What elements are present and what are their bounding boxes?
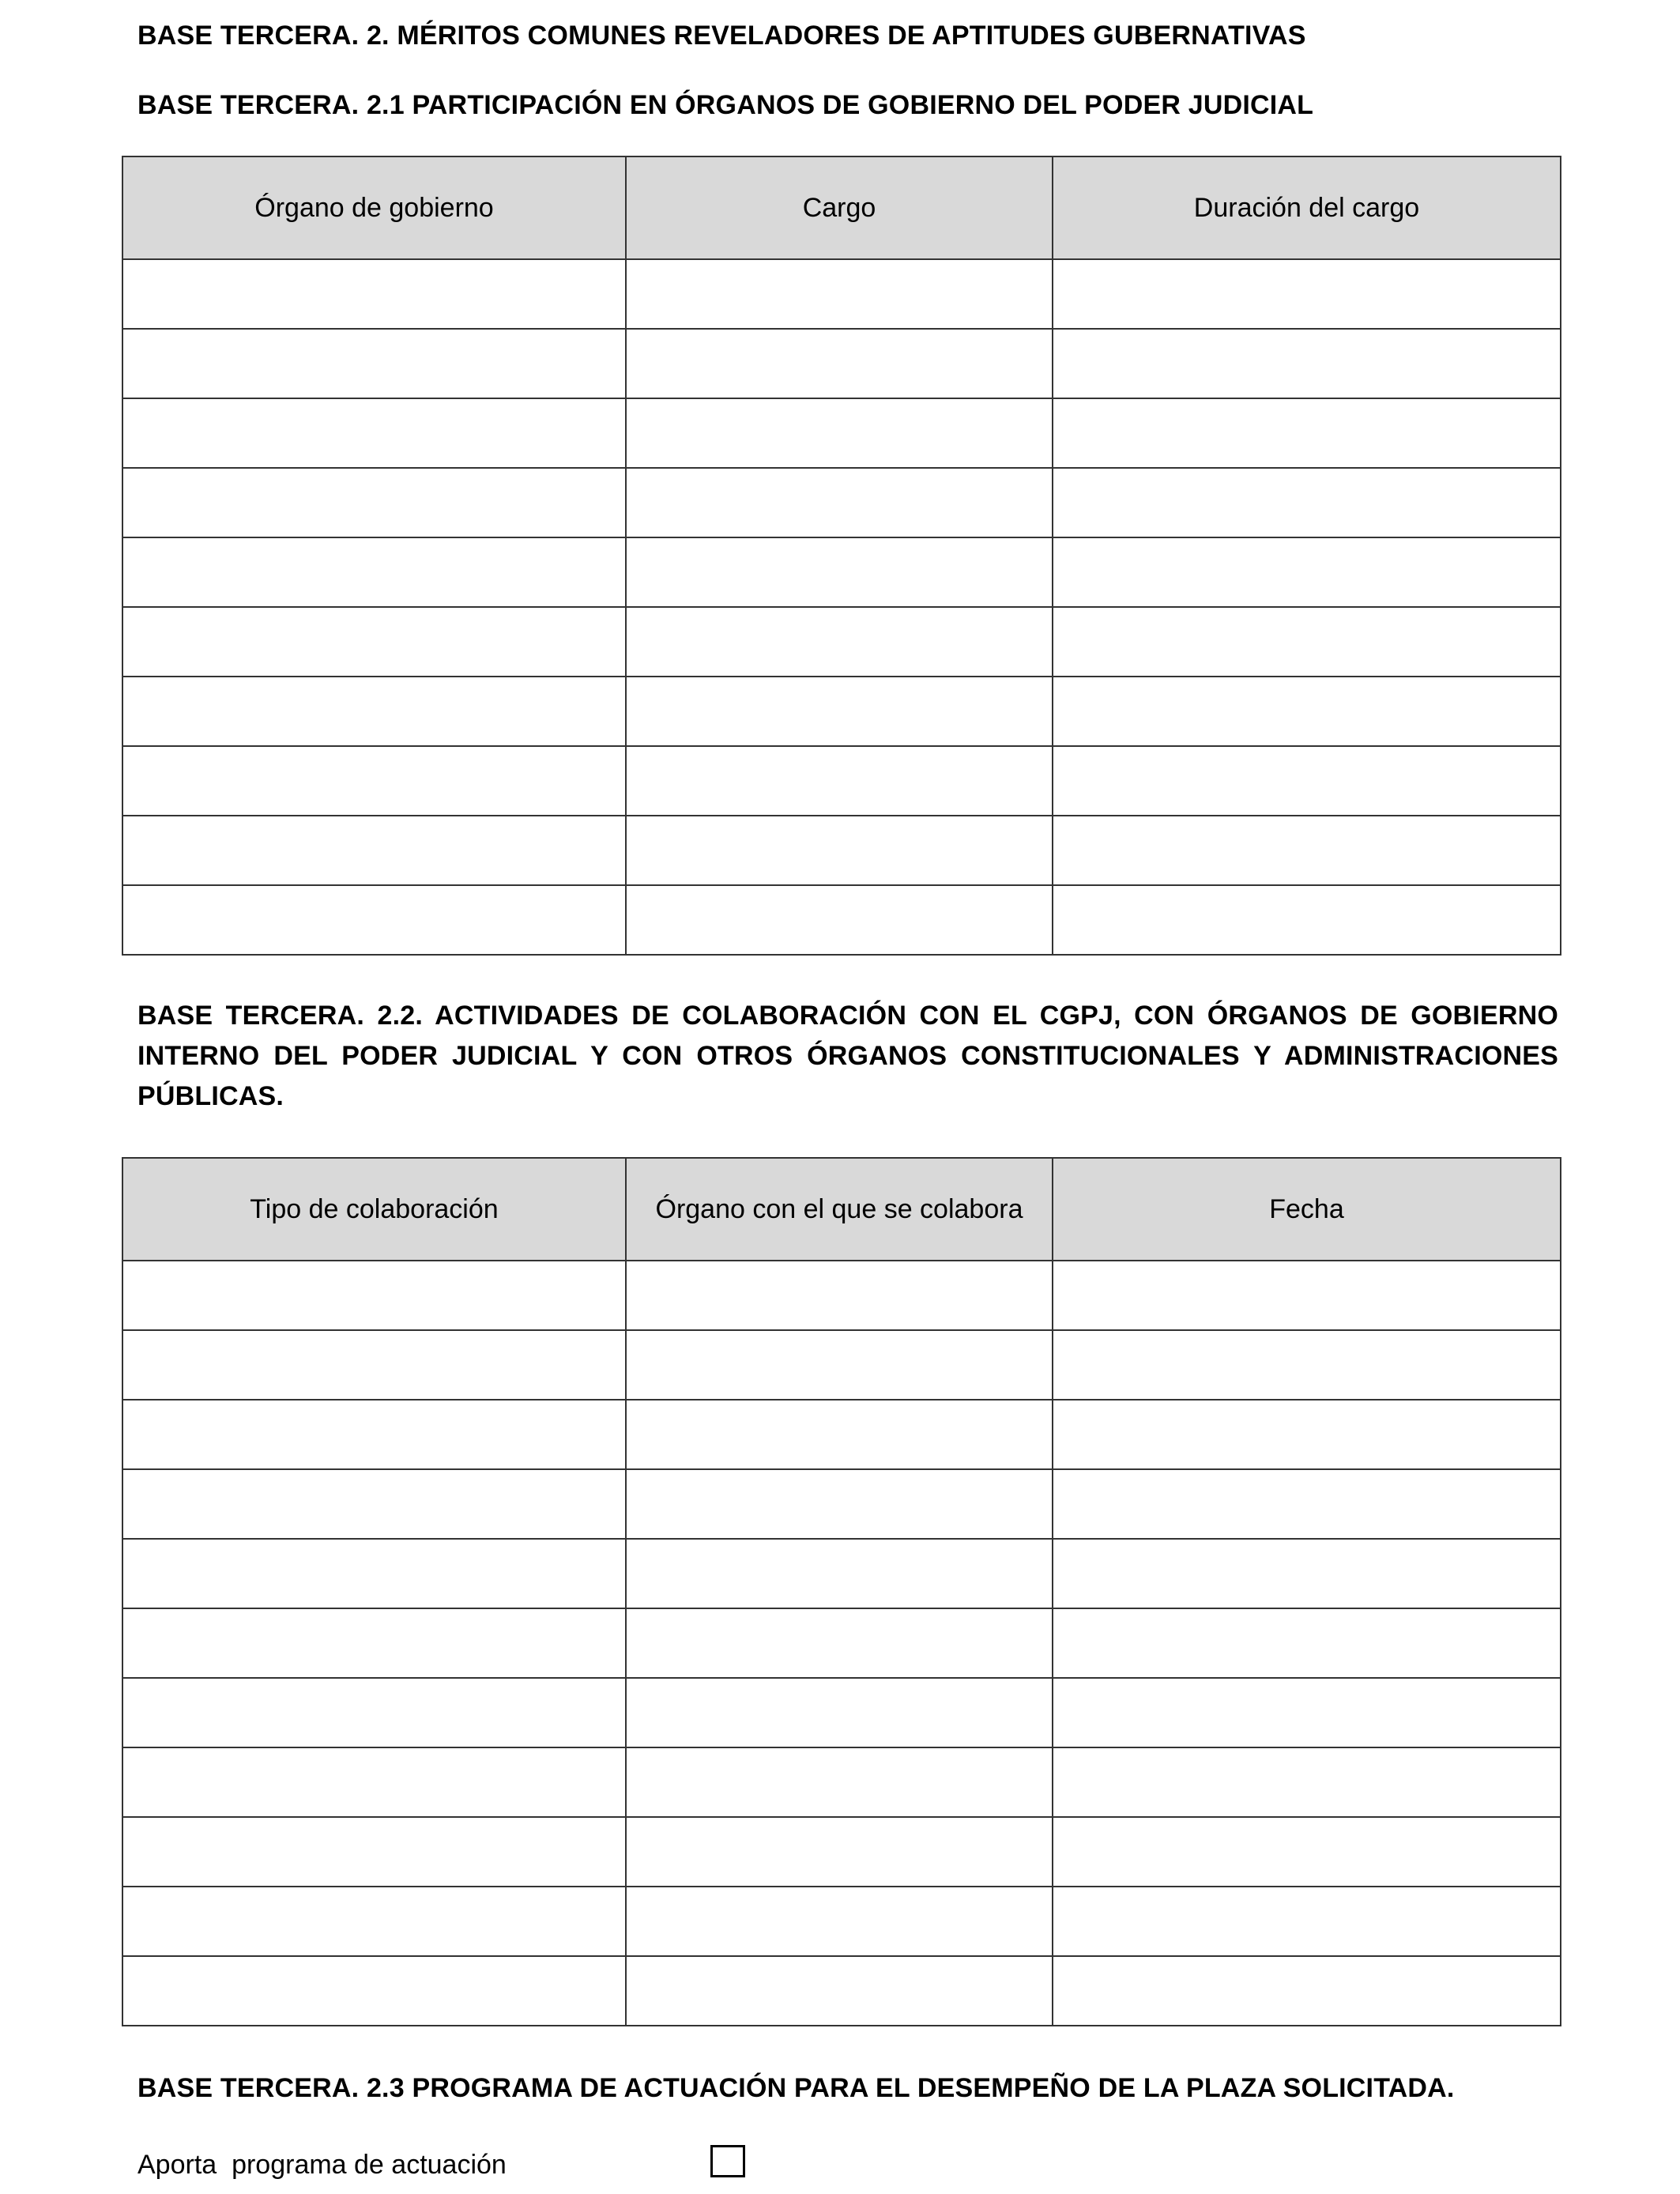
table-cell[interactable] xyxy=(626,607,1053,677)
table-cell[interactable] xyxy=(626,398,1053,468)
table-row xyxy=(122,1400,1561,1469)
table-cell[interactable] xyxy=(626,1956,1053,2026)
table-cell[interactable] xyxy=(626,1330,1053,1400)
colaboracion-table xyxy=(122,1157,1561,2026)
table-row xyxy=(122,1608,1561,1678)
table-cell[interactable] xyxy=(122,1956,626,2026)
table-cell[interactable] xyxy=(122,259,626,329)
table-cell[interactable] xyxy=(122,1261,626,1330)
aporta-programa-label: Aporta programa de actuación xyxy=(137,2150,507,2180)
table-row xyxy=(122,1261,1561,1330)
table-cell[interactable] xyxy=(626,537,1053,607)
table-row xyxy=(122,746,1561,816)
table-row xyxy=(122,1747,1561,1817)
table-row xyxy=(122,1330,1561,1400)
column-header-fecha: Fecha xyxy=(1053,1158,1561,1261)
table-cell[interactable] xyxy=(626,1817,1053,1887)
table-cell[interactable] xyxy=(1053,746,1561,816)
table-cell[interactable] xyxy=(122,1539,626,1608)
table-cell[interactable] xyxy=(1053,398,1561,468)
table-cell[interactable] xyxy=(122,537,626,607)
table-cell[interactable] xyxy=(626,885,1053,955)
table-cell[interactable] xyxy=(1053,885,1561,955)
column-header-duracion: Duración del cargo xyxy=(1053,156,1561,259)
table-cell[interactable] xyxy=(626,677,1053,746)
table-cell[interactable] xyxy=(1053,816,1561,885)
table-cell[interactable] xyxy=(1053,1747,1561,1817)
section-2-3-heading: BASE TERCERA. 2.3 PROGRAMA DE ACTUACIÓN PARA EL DESEMPEÑO DE LA PLAZA SOLICITADA. xyxy=(137,2073,1455,2103)
table-row xyxy=(122,1817,1561,1887)
table-header-row xyxy=(122,1158,1561,1261)
column-header-tipo: Tipo de colaboración xyxy=(122,1158,626,1261)
table-row xyxy=(122,1887,1561,1956)
table-cell[interactable] xyxy=(122,329,626,398)
table-cell[interactable] xyxy=(626,746,1053,816)
table-row xyxy=(122,816,1561,885)
table-cell[interactable] xyxy=(1053,537,1561,607)
table-cell[interactable] xyxy=(626,1747,1053,1817)
table-cell[interactable] xyxy=(122,677,626,746)
table-cell[interactable] xyxy=(1053,1608,1561,1678)
table-cell[interactable] xyxy=(1053,1678,1561,1747)
table-cell[interactable] xyxy=(122,607,626,677)
table-row xyxy=(122,329,1561,398)
table-cell[interactable] xyxy=(122,1678,626,1747)
table-cell[interactable] xyxy=(626,1400,1053,1469)
table-row xyxy=(122,1539,1561,1608)
table-cell[interactable] xyxy=(122,885,626,955)
column-header-cargo: Cargo xyxy=(626,156,1053,259)
table-row xyxy=(122,677,1561,746)
table-cell[interactable] xyxy=(1053,259,1561,329)
table-cell[interactable] xyxy=(1053,607,1561,677)
table-row xyxy=(122,259,1561,329)
main-heading: BASE TERCERA. 2. MÉRITOS COMUNES REVELADORES DE APTITUDES GUBERNATIVAS xyxy=(137,21,1306,51)
table-cell[interactable] xyxy=(626,329,1053,398)
table-row xyxy=(122,1678,1561,1747)
table-cell[interactable] xyxy=(1053,329,1561,398)
table-row xyxy=(122,885,1561,955)
table-cell[interactable] xyxy=(1053,1539,1561,1608)
table-body xyxy=(122,1261,1561,2026)
table-cell[interactable] xyxy=(1053,1261,1561,1330)
table-cell[interactable] xyxy=(626,259,1053,329)
table-row xyxy=(122,468,1561,537)
table-cell[interactable] xyxy=(626,1469,1053,1539)
column-header-organo: Órgano de gobierno xyxy=(122,156,626,259)
table-cell[interactable] xyxy=(626,1608,1053,1678)
table-row xyxy=(122,1956,1561,2026)
table-cell[interactable] xyxy=(1053,1817,1561,1887)
table-cell[interactable] xyxy=(1053,1469,1561,1539)
table-cell[interactable] xyxy=(626,816,1053,885)
table-cell[interactable] xyxy=(1053,677,1561,746)
table-cell[interactable] xyxy=(1053,1956,1561,2026)
table-row xyxy=(122,607,1561,677)
table-row xyxy=(122,1469,1561,1539)
table-cell[interactable] xyxy=(122,816,626,885)
table-cell[interactable] xyxy=(122,468,626,537)
table-cell[interactable] xyxy=(122,1469,626,1539)
table-cell[interactable] xyxy=(626,468,1053,537)
table-cell[interactable] xyxy=(122,746,626,816)
table-cell[interactable] xyxy=(1053,1330,1561,1400)
table-cell[interactable] xyxy=(122,1747,626,1817)
table-cell[interactable] xyxy=(122,1817,626,1887)
table-cell[interactable] xyxy=(122,1608,626,1678)
aporta-programa-checkbox[interactable] xyxy=(710,2145,745,2177)
organos-gobierno-table xyxy=(122,156,1561,956)
table-row xyxy=(122,398,1561,468)
table-cell[interactable] xyxy=(122,1400,626,1469)
table-cell[interactable] xyxy=(1053,1400,1561,1469)
table-cell[interactable] xyxy=(122,1887,626,1956)
table-cell[interactable] xyxy=(1053,1887,1561,1956)
column-header-organo-colabora: Órgano con el que se colabora xyxy=(626,1158,1053,1261)
table-body xyxy=(122,259,1561,955)
table-cell[interactable] xyxy=(626,1539,1053,1608)
table-cell[interactable] xyxy=(626,1887,1053,1956)
table-row xyxy=(122,537,1561,607)
table-cell[interactable] xyxy=(626,1261,1053,1330)
section-2-2-heading: BASE TERCERA. 2.2. ACTIVIDADES DE COLABORACIÓN CON EL CGPJ, CON ÓRGANOS DE GOBIERNO INTERNO DEL PODER JUDICIAL Y CON OTROS ÓRGANOS CONSTITUCIONALES Y ADMINISTRACIONES PÚBLICAS. xyxy=(137,1001,1558,1111)
table-cell[interactable] xyxy=(122,1330,626,1400)
table-header-row xyxy=(122,156,1561,259)
table-cell[interactable] xyxy=(626,1678,1053,1747)
table-cell[interactable] xyxy=(1053,468,1561,537)
table-cell[interactable] xyxy=(122,398,626,468)
section-2-1-heading: BASE TERCERA. 2.1 PARTICIPACIÓN EN ÓRGANOS DE GOBIERNO DEL PODER JUDICIAL xyxy=(137,90,1314,120)
